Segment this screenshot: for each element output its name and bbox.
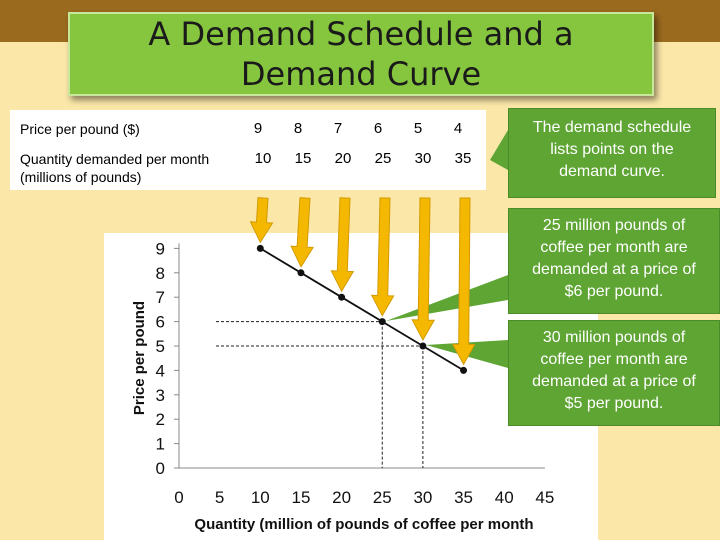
callout-25-million bbox=[508, 208, 720, 314]
data-point bbox=[419, 343, 426, 350]
y-tick-label: 8 bbox=[155, 263, 165, 283]
x-tick-label: 20 bbox=[332, 488, 352, 507]
callout-line: 30 million pounds of bbox=[542, 329, 686, 346]
data-point bbox=[297, 269, 304, 276]
callout-30-million bbox=[508, 320, 720, 426]
callout-line: $6 per pound. bbox=[564, 283, 664, 300]
schedule-arrow bbox=[412, 198, 434, 340]
title-line-1: A Demand Schedule and a bbox=[148, 15, 574, 53]
price-cell: 8 bbox=[293, 120, 303, 137]
quantity-cell: 30 bbox=[414, 150, 432, 167]
y-axis-label: Price per pound bbox=[131, 300, 148, 416]
y-tick-label: 1 bbox=[155, 434, 165, 454]
x-tick-label: 35 bbox=[454, 488, 474, 507]
y-tick-label: 4 bbox=[155, 361, 165, 381]
y-tick-label: 2 bbox=[155, 410, 165, 430]
quantity-cell: 15 bbox=[294, 150, 312, 167]
x-tick-label: 15 bbox=[291, 488, 311, 507]
x-tick-label: 45 bbox=[535, 488, 555, 507]
callout-line: lists points on the bbox=[550, 141, 674, 158]
quantity-row-label-2: (millions of pounds) bbox=[20, 169, 142, 185]
callout-line: demanded at a price of bbox=[532, 261, 696, 278]
price-cell: 5 bbox=[413, 120, 423, 137]
callout-line: demanded at a price of bbox=[532, 373, 696, 390]
quantity-cell: 20 bbox=[334, 150, 352, 167]
x-tick-label: 25 bbox=[372, 488, 392, 507]
callout-schedule bbox=[508, 108, 716, 198]
schedule-arrow bbox=[291, 198, 313, 267]
price-cell: 9 bbox=[253, 120, 263, 137]
x-tick-label: 40 bbox=[494, 488, 514, 507]
data-point bbox=[257, 245, 264, 252]
callout-line: The demand schedule bbox=[532, 119, 692, 136]
title-line-2: Demand Curve bbox=[240, 55, 482, 93]
callout-pointer bbox=[386, 275, 508, 321]
callout-line: coffee per month are bbox=[540, 351, 688, 368]
data-point bbox=[338, 294, 345, 301]
price-cell: 4 bbox=[453, 120, 463, 137]
price-cell: 7 bbox=[333, 120, 343, 137]
x-tick-label: 0 bbox=[174, 488, 184, 507]
quantity-row-label-1: Quantity demanded per month bbox=[20, 151, 210, 167]
y-tick-label: 9 bbox=[155, 239, 165, 259]
quantity-cell: 10 bbox=[254, 150, 272, 167]
price-row-label: Price per pound ($) bbox=[20, 121, 140, 137]
callout-pointer bbox=[490, 130, 508, 170]
x-tick-label: 10 bbox=[250, 488, 270, 507]
x-tick-label: 5 bbox=[214, 488, 225, 507]
quantity-cell: 35 bbox=[454, 150, 472, 167]
price-cell: 6 bbox=[373, 120, 383, 137]
y-tick-label: 0 bbox=[155, 459, 165, 478]
schedule-arrow bbox=[251, 198, 273, 243]
schedule-arrow bbox=[453, 198, 475, 364]
y-tick-label: 6 bbox=[155, 312, 165, 332]
data-point bbox=[460, 367, 467, 374]
schedule-arrow bbox=[331, 198, 353, 291]
x-axis-label: Quantity (million of pounds of coffee per month bbox=[194, 516, 534, 533]
data-point bbox=[379, 318, 386, 325]
y-tick-label: 3 bbox=[155, 385, 165, 405]
y-tick-label: 7 bbox=[155, 288, 165, 308]
callout-line: demand curve. bbox=[559, 163, 665, 180]
y-tick-label: 5 bbox=[155, 337, 165, 356]
callout-line: 25 million pounds of bbox=[542, 217, 686, 234]
schedule-arrow bbox=[372, 198, 394, 316]
x-tick-label: 30 bbox=[413, 488, 433, 507]
callout-line: coffee per month are bbox=[540, 239, 688, 256]
callout-line: $5 per pound. bbox=[564, 395, 664, 412]
quantity-cell: 25 bbox=[374, 150, 392, 167]
